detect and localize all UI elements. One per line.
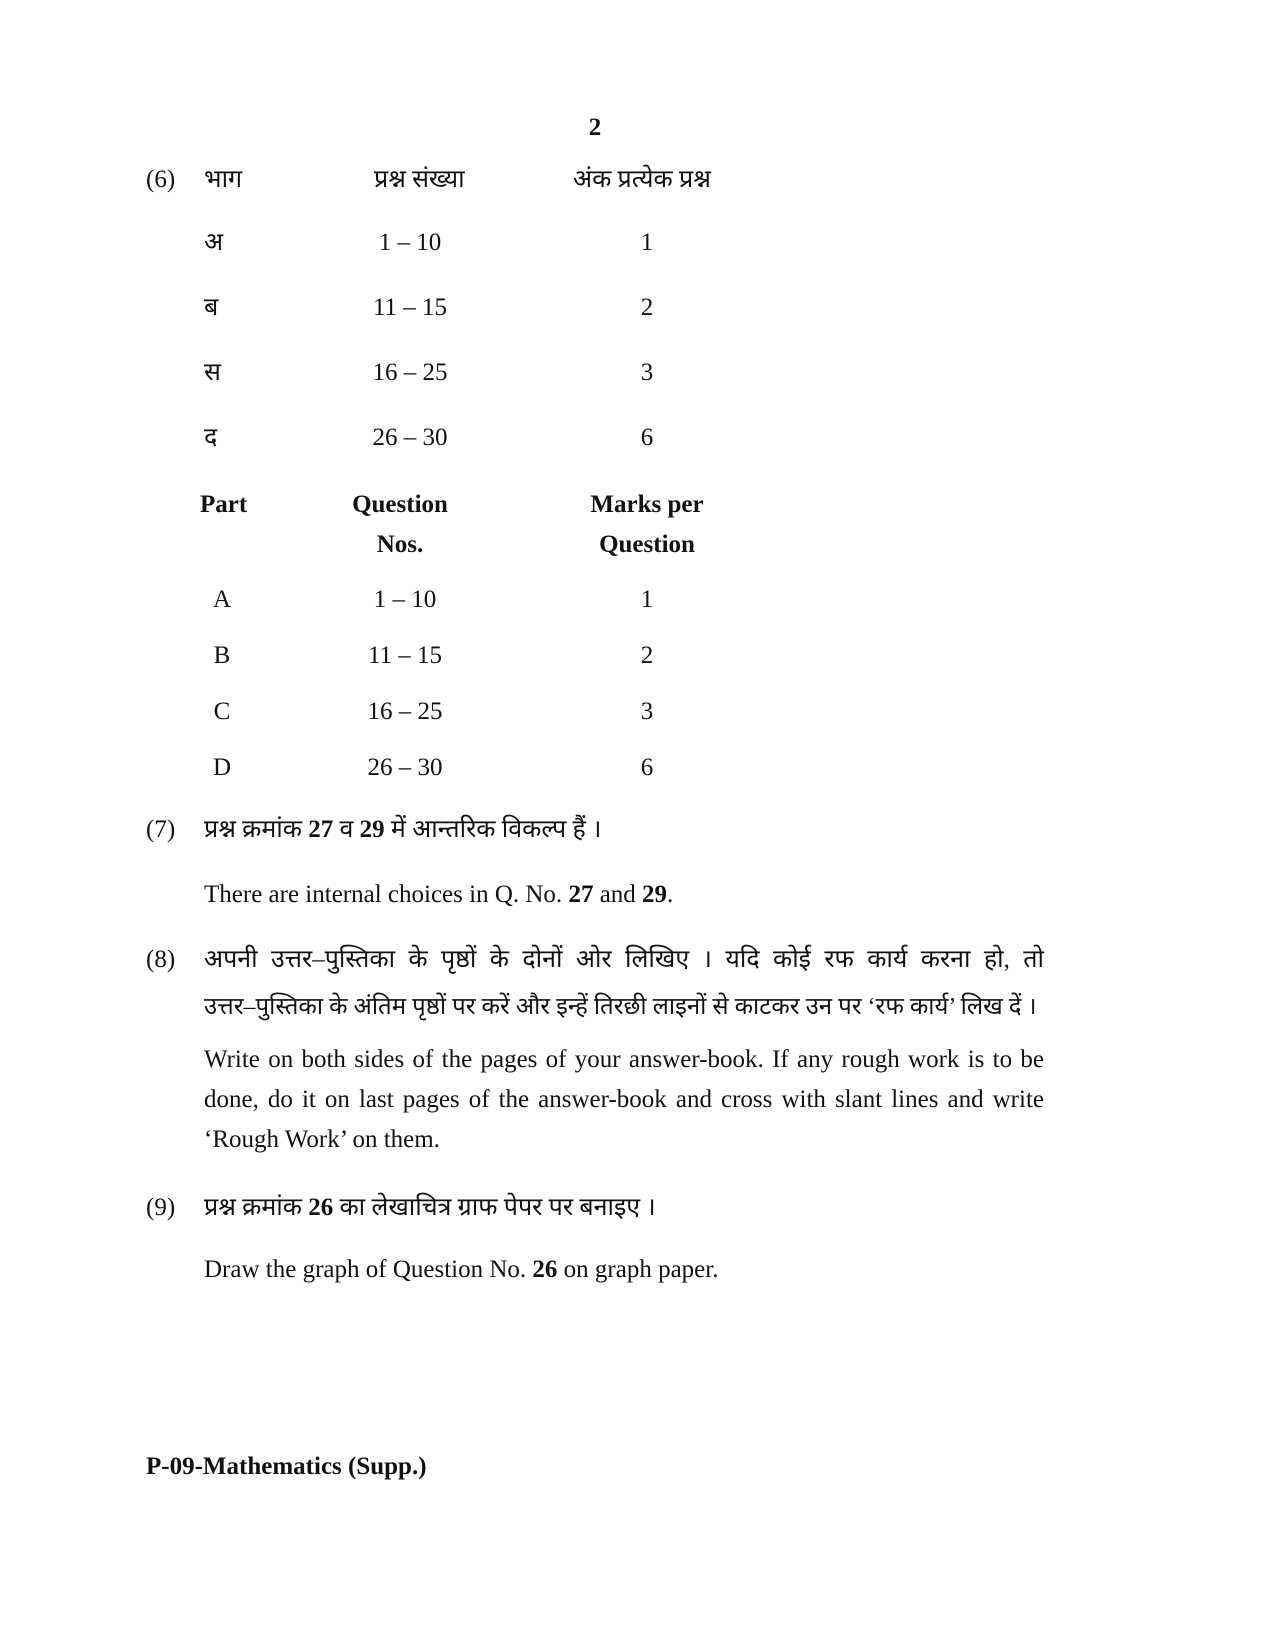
hindi-row-part: ब	[204, 294, 219, 321]
item-9-number: (9)	[146, 1194, 176, 1221]
item-9-hindi: प्रश्न क्रमांक 26 का लेखाचित्र ग्राफ पेपर पर बनाइए ।	[204, 1194, 656, 1221]
english-row-qnos: 1 – 10	[373, 586, 437, 613]
item-8-hindi-line-2: उत्तर–पुस्तिका के अंतिम पृष्ठों पर करें और इन्हें तिरछी लाइनों से काटकर उन पर ‘रफ कार्य’ लिख दें ।	[204, 994, 1037, 1020]
item-9-english: Draw the graph of Question No. 26 on graph paper.	[204, 1256, 719, 1283]
hindi-row-part: अ	[204, 229, 224, 256]
english-row-qnos: 16 – 25	[367, 698, 443, 725]
english-row-marks: 1	[640, 586, 654, 613]
english-row-part: B	[213, 642, 231, 669]
hindi-header-part: भाग	[204, 166, 243, 193]
english-row-qnos: 11 – 15	[367, 642, 443, 669]
english-row-qnos: 26 – 30	[367, 754, 443, 781]
item-7-english: There are internal choices in Q. No. 27 and 29.	[204, 881, 674, 908]
english-header-nos: Nos.	[376, 531, 424, 558]
english-header-question-2: Question	[599, 531, 695, 558]
hindi-row-qnos: 1 – 10	[378, 229, 442, 256]
hindi-row-marks: 3	[640, 359, 654, 386]
english-row-marks: 2	[640, 642, 654, 669]
english-header-part: Part	[200, 491, 248, 518]
hindi-header-question-nos: प्रश्न संख्या	[374, 166, 465, 193]
hindi-row-qnos: 11 – 15	[372, 294, 448, 321]
hindi-row-part: स	[204, 359, 221, 386]
english-row-marks: 3	[640, 698, 654, 725]
item-8-hindi-line-1: अपनी उत्तर–पुस्तिका के पृष्ठों के दोनों ओर लिखिए । यदि कोई रफ कार्य करना हो, तो	[204, 946, 1044, 973]
item-8-number: (8)	[146, 946, 176, 973]
item-7-hindi: प्रश्न क्रमांक 27 व 29 में आन्तरिक विकल्प हैं ।	[204, 816, 602, 843]
hindi-row-qnos: 26 – 30	[372, 424, 448, 451]
hindi-row-qnos: 16 – 25	[372, 359, 448, 386]
item-6-number: (6)	[146, 166, 176, 193]
hindi-row-marks: 2	[640, 294, 654, 321]
hindi-row-part: द	[204, 424, 218, 451]
english-row-part: C	[213, 698, 231, 725]
english-row-marks: 6	[640, 754, 654, 781]
hindi-header-marks: अंक प्रत्येक प्रश्न	[573, 166, 711, 193]
footer-paper-code: P-09-Mathematics (Supp.)	[146, 1453, 427, 1480]
item-7-number: (7)	[146, 816, 176, 843]
english-row-part: A	[212, 586, 232, 613]
english-header-marks-per: Marks per	[590, 491, 704, 518]
page-number: 2	[588, 114, 602, 141]
item-8-english: Write on both sides of the pages of your answer-book. If any rough work is to be done, do it on last pages of the answer-book and cross with slant lines and write ‘Rough Work’ on them.	[204, 1046, 1044, 1153]
english-row-part: D	[212, 754, 232, 781]
hindi-row-marks: 1	[640, 229, 654, 256]
english-header-question: Question	[352, 491, 448, 518]
hindi-row-marks: 6	[640, 424, 654, 451]
